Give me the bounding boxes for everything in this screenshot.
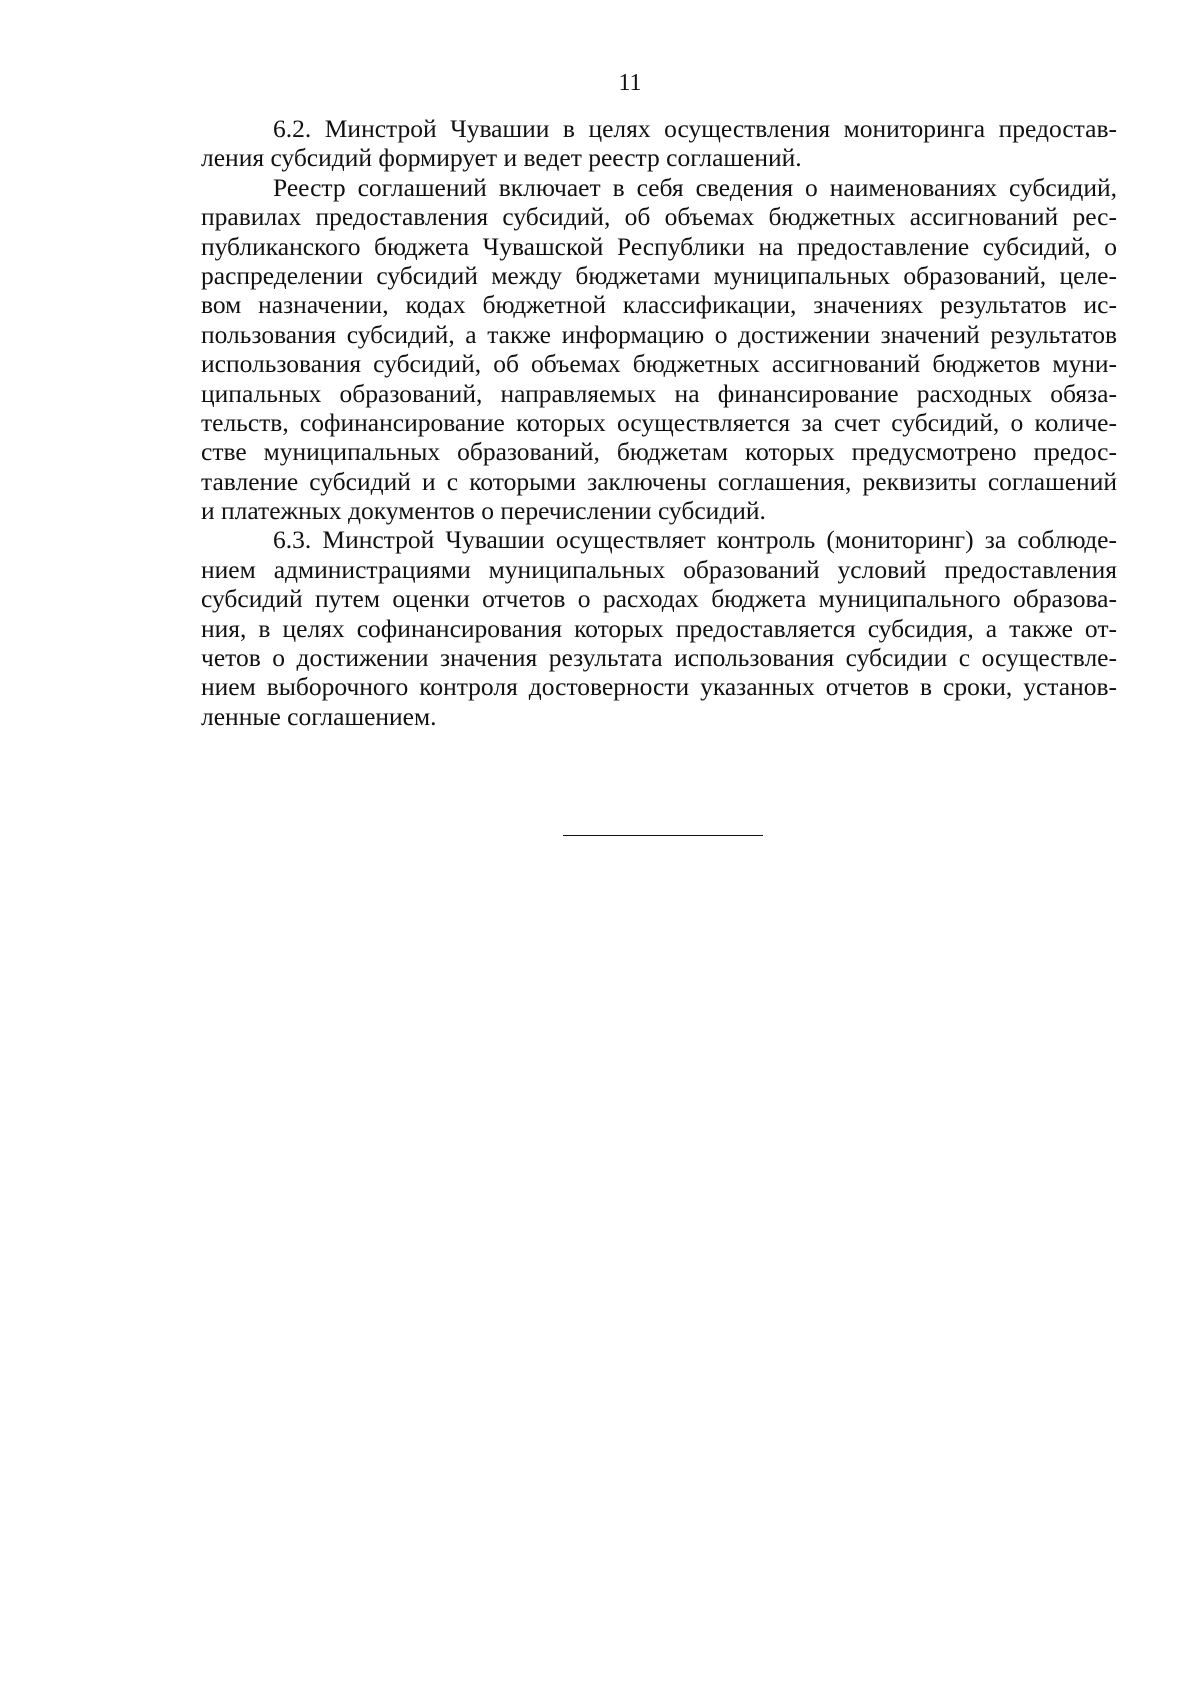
end-of-document-rule: [563, 835, 763, 836]
paragraph-6-2: [201, 114, 1117, 173]
page-number: 11: [618, 70, 642, 96]
paragraph-line: Реестр соглашений включает в себя сведения о наименованиях субсидий,: [273, 172, 1117, 202]
paragraph-registry-contents: [201, 173, 1117, 526]
paragraph-line: правилах предоставления субсидий, об объемах бюджетных ассигнований рес-: [201, 202, 1117, 232]
paragraph-line: четов о достижении значения результата использования субсидии с осуществле-: [201, 643, 1117, 673]
document-body: [201, 114, 1117, 731]
paragraph-line: тельств, софинансирование которых осуществляется за счет субсидий, о количе-: [201, 407, 1117, 437]
paragraph-line: 6.3. Минстрой Чувашии осуществляет контроль (мониторинг) за соблюде-: [273, 525, 1117, 555]
paragraph-line: нием администрациями муниципальных образований условий предоставления: [201, 554, 1117, 584]
paragraph-line: пользования субсидий, а также информацию о достижении значений результатов: [201, 319, 1117, 349]
paragraph-line: публиканского бюджета Чувашской Республики на предоставление субсидий, о: [201, 231, 1117, 261]
paragraph-line: и платежных документов о перечислении субсидий.: [201, 496, 766, 526]
paragraph-line: стве муниципальных образований, бюджетам которых предусмотрено предос-: [201, 437, 1117, 467]
paragraph-line: ципальных образований, направляемых на финансирование расходных обяза-: [201, 378, 1117, 408]
paragraph-line: распределении субсидий между бюджетами муниципальных образований, целе-: [201, 260, 1117, 290]
paragraph-line: вом назначении, кодах бюджетной классификации, значениях результатов ис-: [201, 290, 1117, 320]
paragraph-line: ния, в целях софинансирования которых предоставляется субсидия, а также от-: [201, 613, 1117, 643]
paragraph-line: субсидий путем оценки отчетов о расходах бюджета муниципального образова-: [201, 584, 1117, 614]
paragraph-line: ленные соглашением.: [201, 701, 437, 731]
paragraph-line: тавление субсидий и с которыми заключены соглашения, реквизиты соглашений: [201, 466, 1117, 496]
paragraph-line: использования субсидий, об объемах бюджетных ассигнований бюджетов муни-: [201, 349, 1117, 379]
paragraph-line: 6.2. Минстрой Чувашии в целях осуществления мониторинга предостав-: [273, 114, 1117, 143]
paragraph-line: нием выборочного контроля достоверности указанных отчетов в сроки, установ-: [201, 672, 1117, 702]
paragraph-line: ления субсидий формирует и ведет реестр соглашений.: [201, 143, 802, 173]
paragraph-6-3: [201, 525, 1117, 731]
